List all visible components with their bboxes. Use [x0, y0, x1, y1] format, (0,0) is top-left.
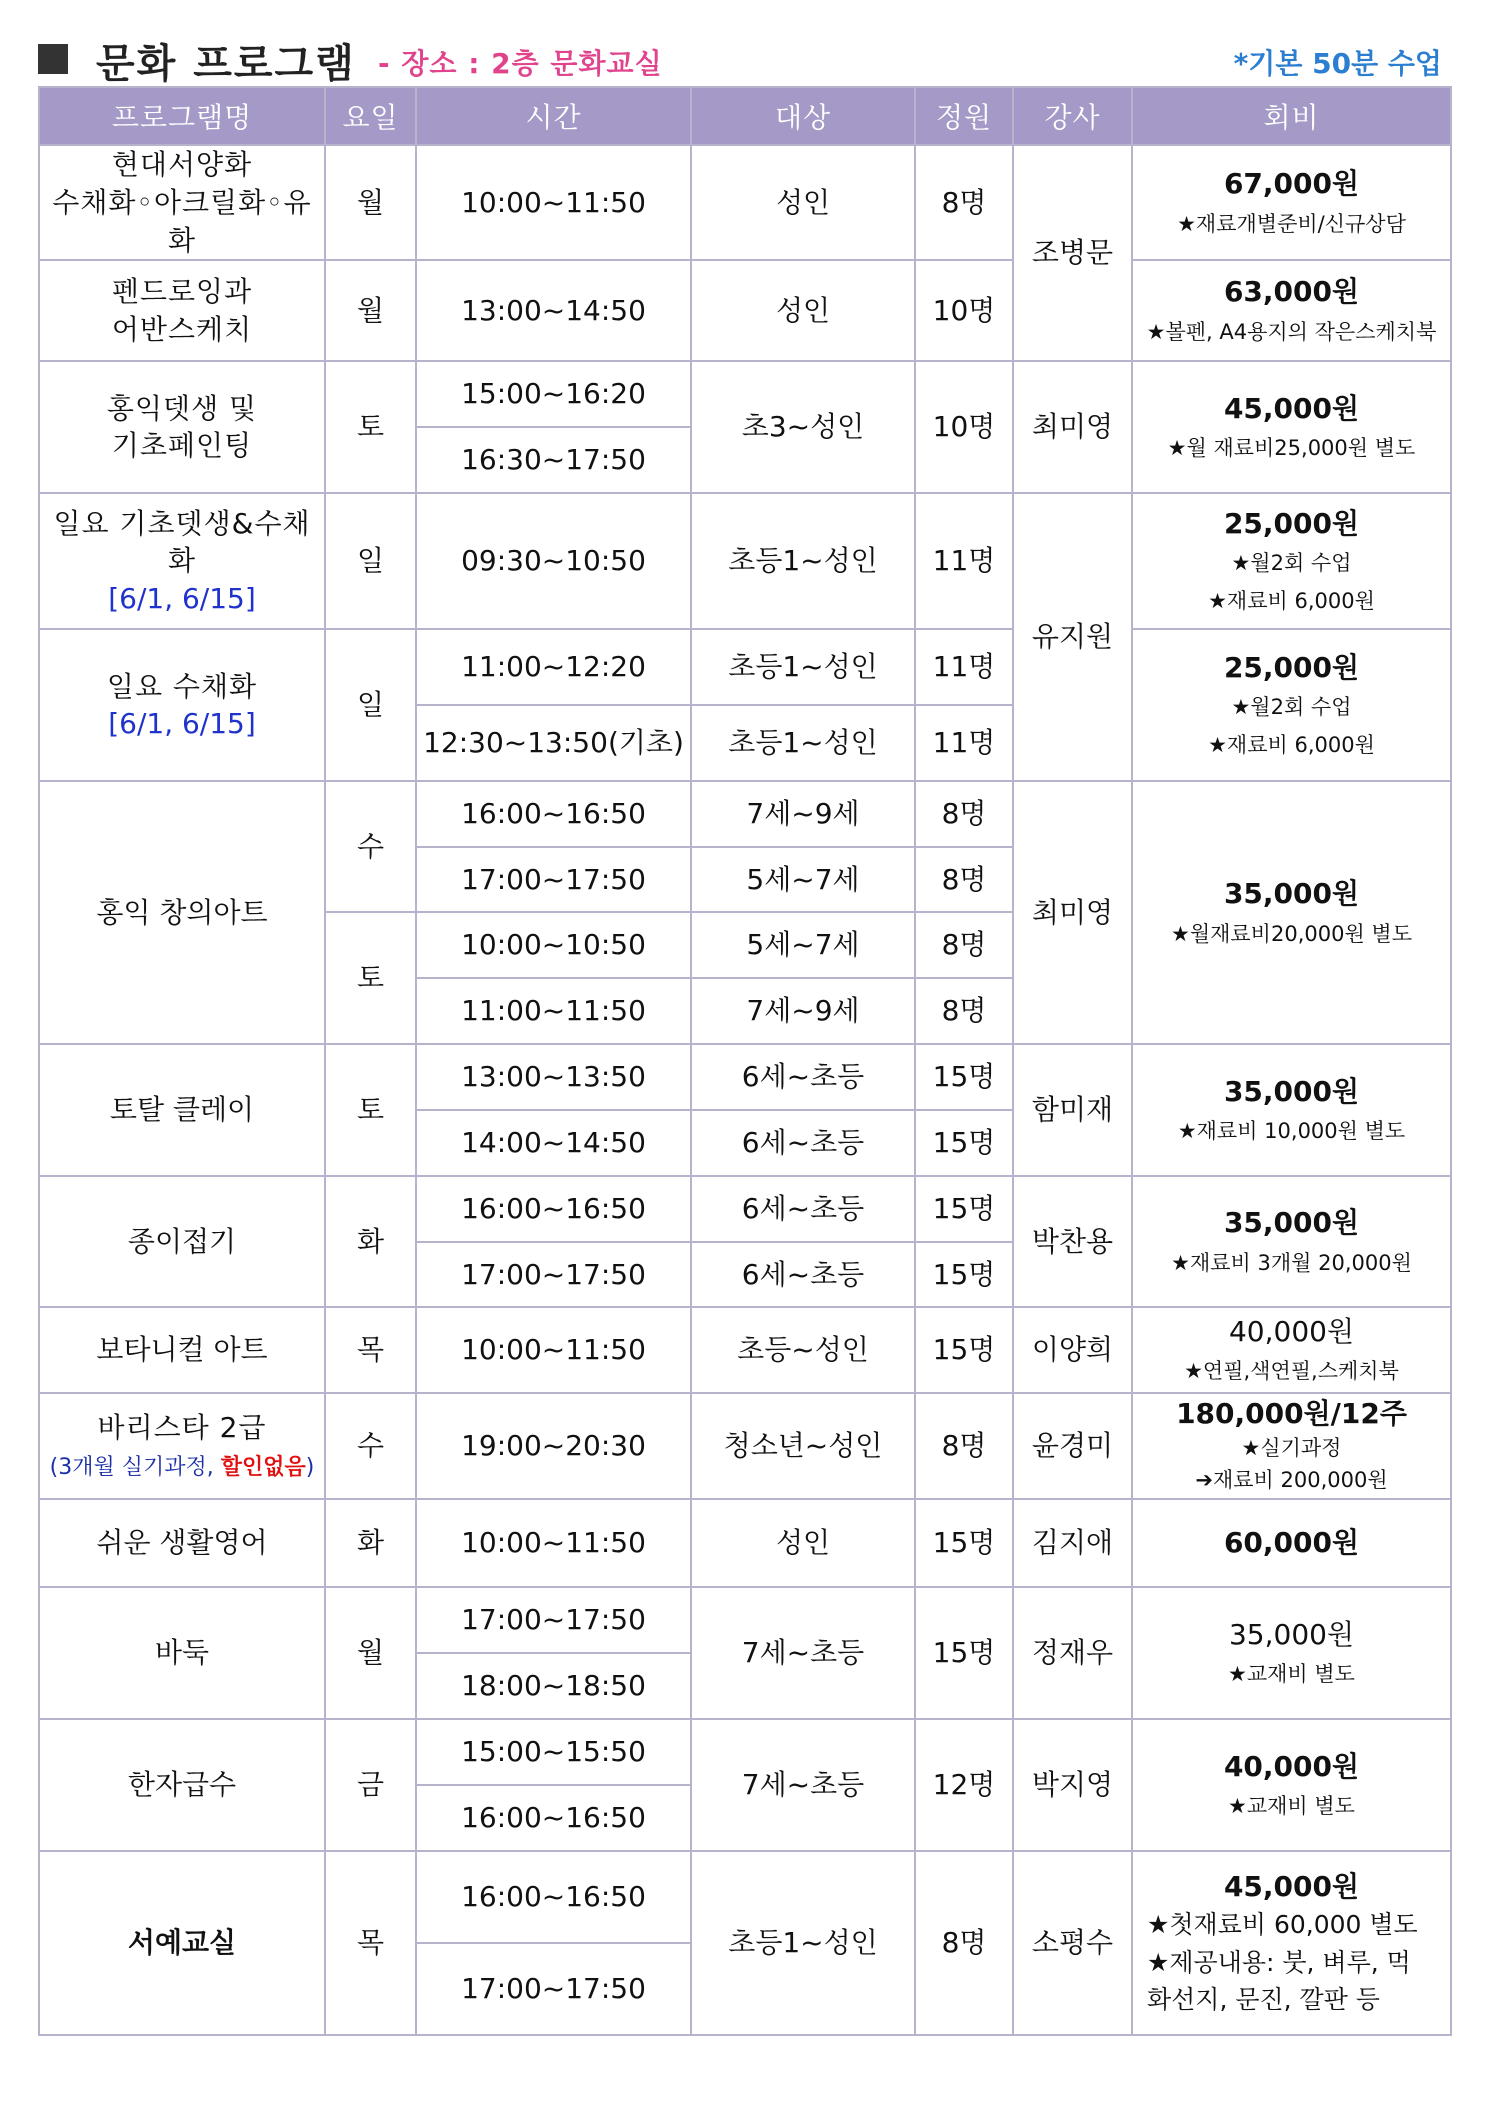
table-row	[39, 1851, 1451, 1943]
day-cell: 목	[325, 1851, 416, 2035]
capacity-cell: 10명	[915, 260, 1013, 361]
teacher-cell: 함미재	[1013, 1044, 1132, 1176]
capacity-cell: 15명	[915, 1176, 1013, 1242]
time-cell: 16:30~17:50	[416, 427, 691, 493]
day-cell: 월	[325, 260, 416, 361]
class-duration-note: *기본 50분 수업	[1233, 47, 1442, 80]
capacity-cell: 8명	[915, 145, 1013, 260]
program-table	[38, 86, 1452, 2036]
capacity-cell: 15명	[915, 1587, 1013, 1719]
time-cell: 16:00~16:50	[416, 1176, 691, 1242]
target-cell: 7세~초등	[691, 1719, 915, 1851]
time-cell: 16:00~16:50	[416, 1785, 691, 1851]
col-header-day: 요일	[325, 87, 416, 145]
time-cell: 10:00~11:50	[416, 1499, 691, 1587]
location-label: - 장소 : 2층 문화교실	[378, 47, 663, 80]
program-name-cell: 홍익뎃생 및 기초페인팅	[39, 361, 325, 493]
program-name-cell: 현대서양화 수채화◦아크릴화◦유화	[39, 145, 325, 260]
table-row	[39, 145, 1451, 260]
time-cell: 15:00~16:20	[416, 361, 691, 427]
col-header-teacher: 강사	[1013, 87, 1132, 145]
target-cell: 6세~초등	[691, 1176, 915, 1242]
col-header-time: 시간	[416, 87, 691, 145]
page-title: 문화 프로그램	[96, 41, 356, 87]
day-cell: 월	[325, 145, 416, 260]
fee-cell: 63,000원 ★볼펜, A4용지의 작은스케치북	[1132, 260, 1451, 361]
time-cell: 12:30~13:50(기초)	[416, 705, 691, 781]
table-header-row	[39, 87, 1451, 145]
capacity-cell: 8명	[915, 781, 1013, 847]
table-row	[39, 493, 1451, 629]
col-header-target: 대상	[691, 87, 915, 145]
capacity-cell: 8명	[915, 1393, 1013, 1499]
capacity-cell: 8명	[915, 1851, 1013, 2035]
time-cell: 10:00~11:50	[416, 145, 691, 260]
time-cell: 16:00~16:50	[416, 1851, 691, 1943]
target-cell: 성인	[691, 260, 915, 361]
fee-cell: 35,000원 ★월재료비20,000원 별도	[1132, 781, 1451, 1044]
time-cell: 18:00~18:50	[416, 1653, 691, 1719]
table-row	[39, 260, 1451, 361]
capacity-cell: 15명	[915, 1242, 1013, 1307]
col-header-fee: 회비	[1132, 87, 1451, 145]
target-cell: 5세~7세	[691, 847, 915, 912]
time-cell: 14:00~14:50	[416, 1110, 691, 1176]
capacity-cell: 8명	[915, 912, 1013, 978]
target-cell: 7세~9세	[691, 978, 915, 1044]
day-cell: 월	[325, 1587, 416, 1719]
day-cell: 수	[325, 781, 416, 912]
capacity-cell: 15명	[915, 1110, 1013, 1176]
target-cell: 5세~7세	[691, 912, 915, 978]
fee-cell: 35,000원 ★재료비 3개월 20,000원	[1132, 1176, 1451, 1307]
table-row	[39, 361, 1451, 427]
fee-cell: 35,000원 ★재료비 10,000원 별도	[1132, 1044, 1451, 1176]
program-name-cell: 한자급수	[39, 1719, 325, 1851]
teacher-cell: 최미영	[1013, 361, 1132, 493]
target-cell: 성인	[691, 145, 915, 260]
program-name-cell: 홍익 창의아트	[39, 781, 325, 1044]
capacity-cell: 15명	[915, 1499, 1013, 1587]
table-row	[39, 629, 1451, 705]
teacher-cell: 최미영	[1013, 781, 1132, 1044]
table-row	[39, 1719, 1451, 1785]
target-cell: 6세~초등	[691, 1242, 915, 1307]
teacher-cell: 소평수	[1013, 1851, 1132, 2035]
capacity-cell: 15명	[915, 1044, 1013, 1110]
target-cell: 7세~초등	[691, 1587, 915, 1719]
day-cell: 목	[325, 1307, 416, 1393]
fee-cell: 35,000원 ★교재비 별도	[1132, 1587, 1451, 1719]
day-cell: 토	[325, 361, 416, 493]
table-row	[39, 1587, 1451, 1653]
fee-cell: 40,000원 ★연필,색연필,스케치북	[1132, 1307, 1451, 1393]
time-cell: 13:00~14:50	[416, 260, 691, 361]
day-cell: 화	[325, 1499, 416, 1587]
target-cell: 청소년~성인	[691, 1393, 915, 1499]
fee-cell: 45,000원 ★월 재료비25,000원 별도	[1132, 361, 1451, 493]
fee-cell: 25,000원 ★월2회 수업 ★재료비 6,000원	[1132, 493, 1451, 629]
time-cell: 19:00~20:30	[416, 1393, 691, 1499]
target-cell: 초등~성인	[691, 1307, 915, 1393]
teacher-cell: 윤경미	[1013, 1393, 1132, 1499]
teacher-cell: 정재우	[1013, 1587, 1132, 1719]
program-name-cell: 토탈 클레이	[39, 1044, 325, 1176]
time-cell: 17:00~17:50	[416, 1587, 691, 1653]
day-cell: 화	[325, 1176, 416, 1307]
target-cell: 6세~초등	[691, 1044, 915, 1110]
capacity-cell: 8명	[915, 847, 1013, 912]
day-cell: 토	[325, 1044, 416, 1176]
day-cell: 일	[325, 493, 416, 629]
time-cell: 09:30~10:50	[416, 493, 691, 629]
table-row	[39, 1307, 1451, 1393]
target-cell: 7세~9세	[691, 781, 915, 847]
day-cell: 금	[325, 1719, 416, 1851]
target-cell: 6세~초등	[691, 1110, 915, 1176]
program-name-cell: 일요 수채화 [6/1, 6/15]	[39, 629, 325, 781]
program-name-cell: 쉬운 생활영어	[39, 1499, 325, 1587]
time-cell: 10:00~11:50	[416, 1307, 691, 1393]
fee-cell: 45,000원 ★첫재료비 60,000 별도 ★제공내용: 붓, 벼루, 먹 화선지, 문진, 깔판 등	[1132, 1851, 1451, 2035]
capacity-cell: 10명	[915, 361, 1013, 493]
page-header	[38, 30, 1450, 86]
time-cell: 17:00~17:50	[416, 1943, 691, 2035]
fee-cell: 40,000원 ★교재비 별도	[1132, 1719, 1451, 1851]
target-cell: 초등1~성인	[691, 629, 915, 705]
capacity-cell: 12명	[915, 1719, 1013, 1851]
day-cell: 일	[325, 629, 416, 781]
program-name-cell: 보타니컬 아트	[39, 1307, 325, 1393]
capacity-cell: 15명	[915, 1307, 1013, 1393]
col-header-program: 프로그램명	[39, 87, 325, 145]
program-name-cell: 서예교실	[39, 1851, 325, 2035]
table-row	[39, 1393, 1451, 1499]
table-row	[39, 781, 1451, 847]
target-cell: 초등1~성인	[691, 493, 915, 629]
time-cell: 15:00~15:50	[416, 1719, 691, 1785]
square-bullet-icon	[38, 44, 68, 74]
teacher-cell: 이양희	[1013, 1307, 1132, 1393]
program-name-cell: 종이접기	[39, 1176, 325, 1307]
teacher-cell: 박찬용	[1013, 1176, 1132, 1307]
capacity-cell: 11명	[915, 493, 1013, 629]
table-row	[39, 1499, 1451, 1587]
time-cell: 17:00~17:50	[416, 1242, 691, 1307]
target-cell: 초등1~성인	[691, 1851, 915, 2035]
fee-cell: 60,000원	[1132, 1499, 1451, 1587]
capacity-cell: 11명	[915, 629, 1013, 705]
program-name-cell: 바리스타 2급 (3개월 실기과정, 할인없음)	[39, 1393, 325, 1499]
time-cell: 17:00~17:50	[416, 847, 691, 912]
fee-cell: 25,000원 ★월2회 수업 ★재료비 6,000원	[1132, 629, 1451, 781]
program-name-cell: 바둑	[39, 1587, 325, 1719]
fee-cell: 180,000원/12주 ★실기과정 ➔재료비 200,000원	[1132, 1393, 1451, 1499]
time-cell: 11:00~11:50	[416, 978, 691, 1044]
time-cell: 16:00~16:50	[416, 781, 691, 847]
fee-cell: 67,000원 ★재료개별준비/신규상담	[1132, 145, 1451, 260]
target-cell: 초등1~성인	[691, 705, 915, 781]
day-cell: 토	[325, 912, 416, 1044]
time-cell: 10:00~10:50	[416, 912, 691, 978]
time-cell: 13:00~13:50	[416, 1044, 691, 1110]
day-cell: 수	[325, 1393, 416, 1499]
col-header-capacity: 정원	[915, 87, 1013, 145]
target-cell: 초3~성인	[691, 361, 915, 493]
teacher-cell: 김지애	[1013, 1499, 1132, 1587]
target-cell: 성인	[691, 1499, 915, 1587]
table-row	[39, 1044, 1451, 1110]
program-name-cell: 펜드로잉과 어반스케치	[39, 260, 325, 361]
teacher-cell: 박지영	[1013, 1719, 1132, 1851]
teacher-cell: 조병문	[1013, 145, 1132, 361]
time-cell: 11:00~12:20	[416, 629, 691, 705]
program-name-cell: 일요 기초뎃생&수채화 [6/1, 6/15]	[39, 493, 325, 629]
capacity-cell: 11명	[915, 705, 1013, 781]
capacity-cell: 8명	[915, 978, 1013, 1044]
teacher-cell: 유지원	[1013, 493, 1132, 781]
table-row	[39, 1176, 1451, 1242]
